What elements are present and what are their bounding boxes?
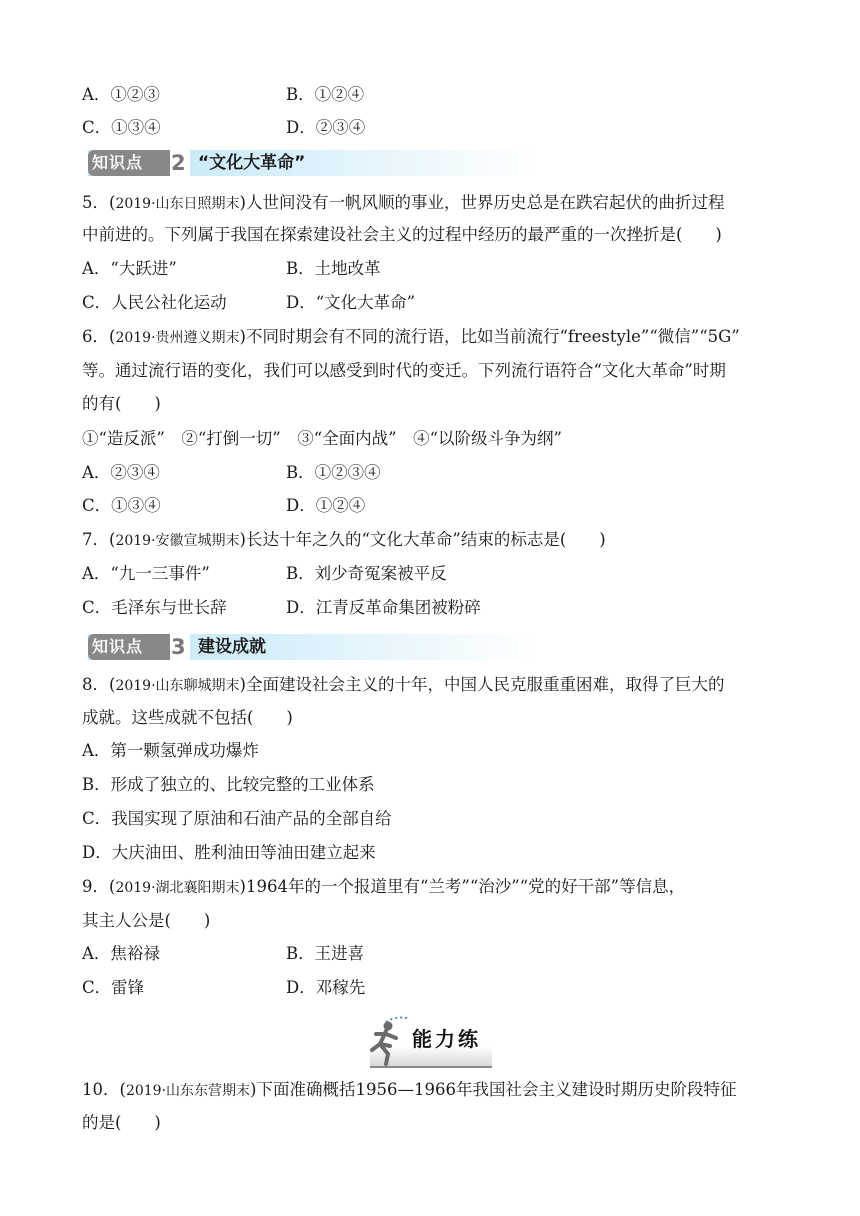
ability-practice-badge [366,1010,494,1066]
option-c: C．毛泽东与世长辞 [82,598,227,617]
option-d: D．江青反革命集团被粉碎 [286,598,481,617]
option-a: A．①②③ [82,85,160,104]
question-6-items: ①“造反派” ②“打倒一切” ③“全面内战” ④“以阶级斗争为纲” [82,429,562,448]
option-d: D．邓稼先 [286,978,366,997]
option-a: A．“九一三事件” [82,564,210,583]
option-c: C．雷锋 [82,978,145,997]
option-d: D．①②④ [286,496,366,515]
option-b: B．①②④ [286,85,365,104]
question-6-line-3: 的有( ) [82,394,161,413]
question-9-line-1: 9．(2019·湖北襄阳期末)1964年的一个报道里有“兰考”“治沙”“党的好干部”等信息， [82,877,686,896]
option-c: C．我国实现了原油和石油产品的全部自给 [82,809,392,828]
question-10-line-2: 的是( ) [82,1113,161,1132]
section-number: 2 [171,151,186,175]
option-c: C．①③④ [82,118,161,137]
option-b: B．刘少奇冤案被平反 [286,564,447,583]
section-tag [88,634,170,660]
question-8-line-1: 8．(2019·山东聊城期末)全面建设社会主义的十年，中国人民克服重重困难，取得了巨大的 [82,675,725,694]
option-a: A．焦裕禄 [82,944,160,963]
option-c: C．人民公社化运动 [82,293,227,312]
section-tag-label: 知识点 [92,637,144,656]
section-title: 建设成就 [198,637,266,657]
question-6-line-1: 6．(2019·贵州遵义期末)不同时期会有不同的流行语，比如当前流行“freestyle”“微信”“5G” [82,327,740,346]
question-5-line-2: 中前进的。下列属于我国在探索建设社会主义的过程中经历的最严重的一次挫折是( ) [82,225,722,244]
question-source: 2019·山东东营期末 [125,1083,251,1099]
question-6-line-2: 等。通过流行语的变化，我们可以感受到时代的变迁。下列流行语符合“文化大革命”时期 [82,361,726,380]
option-a: A．“大跃进” [82,259,177,278]
question-8-line-2: 成就。这些成就不包括( ) [82,708,293,727]
question-source: 2019·山东聊城期末 [115,678,240,694]
question-10-line-1: 10．(2019·山东东营期末)下面准确概括1956—1966年我国社会主义建设时期历史阶段特征 [82,1080,737,1099]
question-5-line-1: 5．(2019·山东日照期末)人世间没有一帆风顺的事业，世界历史总是在跌宕起伏的曲折过程 [82,193,725,212]
option-b: B．①②③④ [286,463,381,482]
section-header-3 [88,634,538,660]
option-d: D．②③④ [286,118,366,137]
section-tag [88,150,170,176]
option-a: A．第一颗氢弹成功爆炸 [82,741,259,760]
option-b: B．形成了独立的、比较完整的工业体系 [82,775,375,794]
option-b: B．土地改革 [286,259,381,278]
question-source: 2019·贵州遵义期末 [115,330,240,346]
section-title: “文化大革命” [198,153,306,173]
section-tag-label: 知识点 [92,153,144,172]
section-header-2 [88,150,538,176]
question-source: 2019·山东日照期末 [115,196,240,212]
runner-icon [366,1010,410,1066]
option-c: C．①③④ [82,496,161,515]
option-d: D．大庆油田、胜利油田等油田建立起来 [82,843,376,862]
question-source: 2019·湖北襄阳期末 [115,880,240,896]
question-9-line-2: 其主人公是( ) [82,911,211,930]
option-b: B．王进喜 [286,944,365,963]
option-d: D．“文化大革命” [286,293,416,312]
question-7-line-1: 7．(2019·安徽宣城期末)长达十年之久的“文化大革命”结束的标志是( ) [82,530,606,549]
section-number: 3 [171,635,186,659]
question-source: 2019·安徽宣城期末 [115,533,240,549]
badge-label: 能力练 [412,1027,481,1051]
option-a: A．②③④ [82,463,160,482]
